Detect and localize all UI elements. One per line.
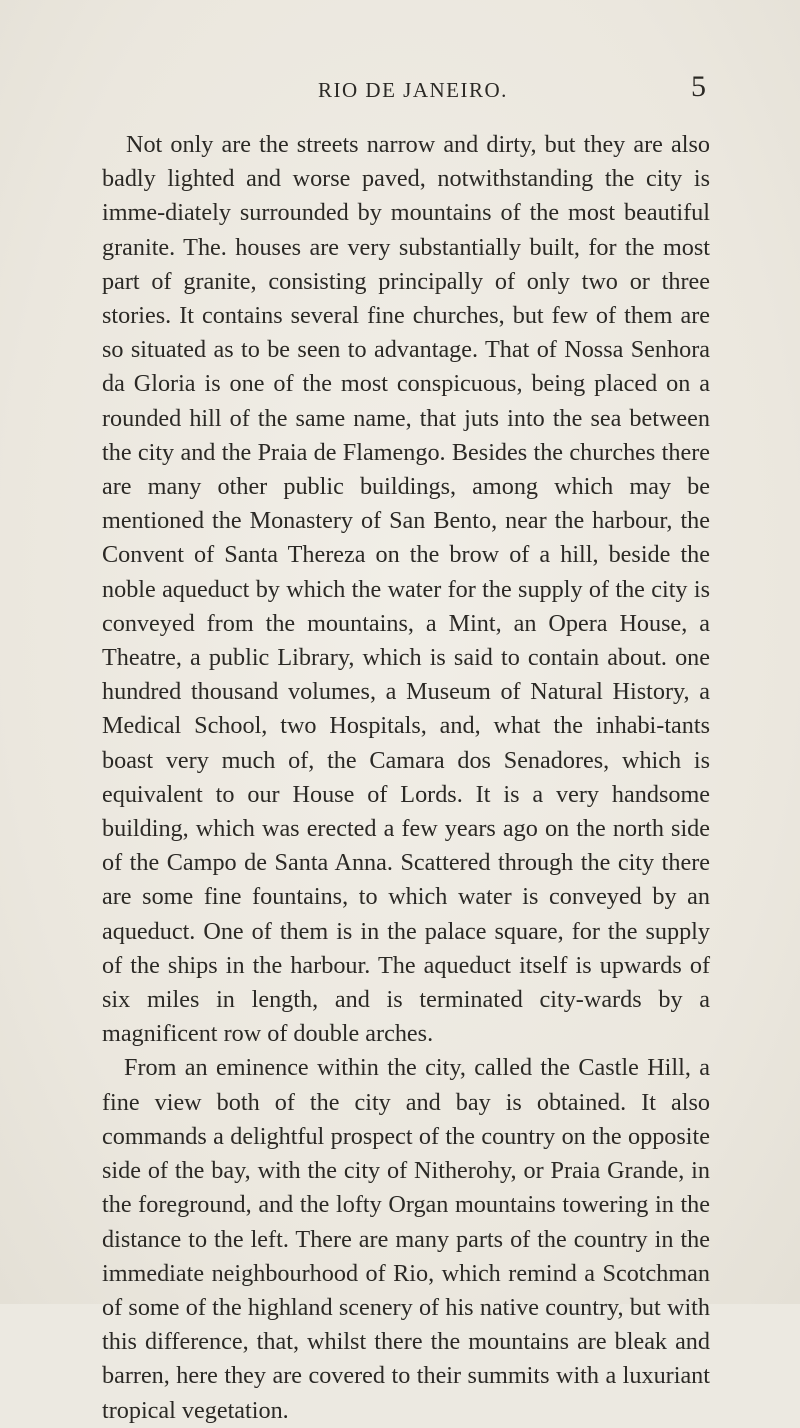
- running-head: [100, 70, 710, 118]
- running-title: RIO DE JANEIRO.: [318, 78, 508, 102]
- paragraph-1: Not only are the streets narrow and dirty, but they are also badly lighted and worse paved, notwithstanding the city is imme-diately surrounded by mountains of the most beautiful granite. The. houses are very substantially built, for the most part of granite, consisting principally of only two or three stories. It contains several fine churches, but few of them are so situated as to be seen to advantage. That of Nossa Senhora da Gloria is one of the most conspicuous, being placed on a rounded hill of the same name, that juts into the sea between the city and the Praia de Flamengo. Besides the churches there are many other public buildings, among which may be mentioned the Monastery of San Bento, near the harbour, the Convent of Santa Thereza on the brow of a hill, beside the noble aqueduct by which the water for the supply of the city is conveyed from the mountains, a Mint, an Opera House, a Theatre, a public Library, which is said to contain about. one hundred thousand volumes, a Museum of Natural History, a Medical School, two Hospitals, and, what the inhabi-tants boast very much of, the Camara dos Senadores, which is equivalent to our House of Lords. It is a very handsome building, which was erected a few years ago on the north side of the Campo de Santa Anna. Scattered through the city there are some fine fountains, to which water is conveyed by an aqueduct. One of them is in the palace square, for the supply of the ships in the harbour. The aqueduct itself is upwards of six miles in length, and is terminated city-wards by a magnificent row of double arches.: [102, 131, 710, 1048]
- page-number: 5: [691, 70, 706, 103]
- paragraph-2: From an eminence within the city, called the Castle Hill, a fine view both of the city and bay is obtained. It also commands a delightful prospect of the country on the opposite side of the bay, with the city of Nitherohy, or Praia Grande, in the foreground, and the lofty Organ mountains towering in the distance to the left. There are many parts of the country in the immediate neighbourhood of Rio, which remind a Scotchman of some of the highland scenery of his native country, but with this difference, that, whilst there the mountains are bleak and barren, here they are covered to their summits with a luxuriant tropical vegetation.: [102, 1054, 710, 1424]
- body-text: [102, 128, 710, 1428]
